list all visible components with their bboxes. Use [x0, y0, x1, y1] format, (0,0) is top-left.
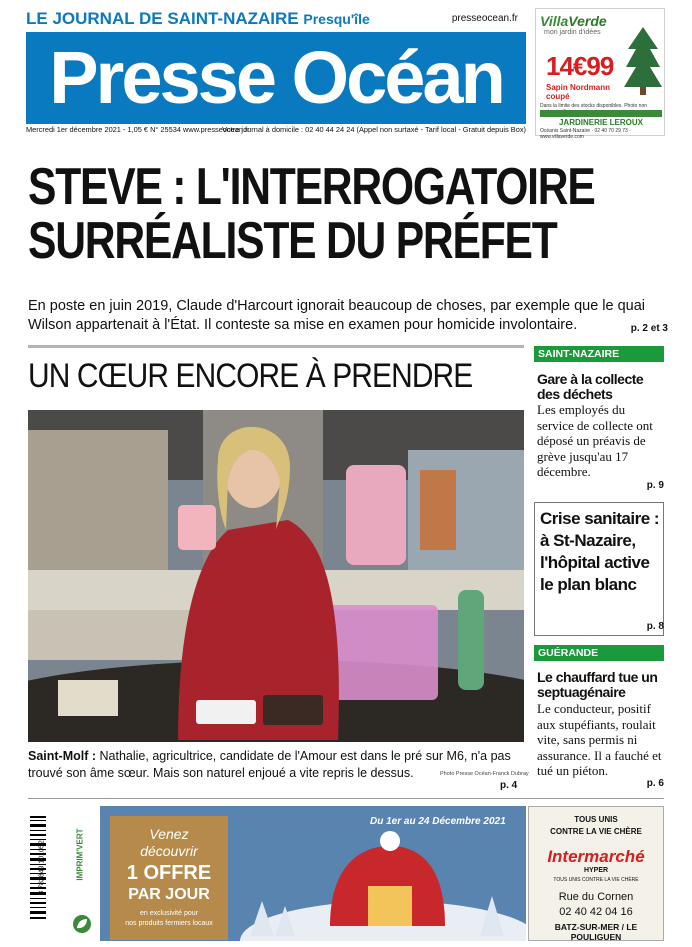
im-top-2: CONTRE LA VIE CHÈRE	[550, 827, 642, 836]
im-top-1: TOUS UNIS	[574, 815, 618, 824]
ad-store: JARDINERIE LEROUX	[558, 118, 643, 127]
section-divider	[28, 345, 524, 348]
ad-brand: VillaVerde	[540, 13, 607, 29]
story-crise-ref[interactable]: p. 8	[646, 621, 664, 632]
ad-dates: Du 1er au 24 Décembre 2021	[370, 816, 506, 827]
headline-lede	[28, 297, 668, 335]
im-phone: 02 40 42 04 16	[559, 906, 633, 918]
ad-note: Dans la limite des stocks disponibles. Photo non	[540, 103, 648, 109]
caption-text: Nathalie, agricultrice, candidate de l'Amour est dans le pré sur M6, n'a pas trouvé son âme sœur. Mais son naturel enjoué a vite repris le dessus.	[28, 749, 511, 780]
im-brand: Intermarché	[547, 847, 645, 866]
story-collecte-title[interactable]: Gare à la collecte des déchets	[537, 371, 644, 402]
story-chauffard-ref[interactable]: p. 6	[646, 778, 664, 789]
story-chauffard-body: Le conducteur, positif aux stupéfiants, roulait vite, sans permis ni assurance. Il a fauché et tué un piéton.	[537, 701, 662, 778]
barcode	[28, 806, 56, 936]
christmas-tree-icon	[624, 25, 662, 95]
offer-line-3: 1 OFFRE	[126, 862, 212, 884]
ad-address: Océanis Saint-Nazaire · 02 40 70 29 73 · www.villaverde.com	[540, 128, 631, 140]
dateline	[26, 124, 526, 136]
advent-ad[interactable]	[100, 806, 526, 941]
dateline-left: Mercredi 1er décembre 2021 - 1,05 € N° 25534 www.presseocean.fr	[26, 125, 250, 134]
offer-line-5: en exclusivité pour	[140, 910, 198, 917]
lede-page-ref[interactable]: p. 2 et 3	[630, 323, 668, 334]
story-collecte-body: Les employés du service de collecte ont déposé un préavis de grève jusqu'au 17 décembre.	[537, 402, 653, 479]
ad-strip	[540, 110, 662, 117]
masthead-kicker: LE JOURNAL DE SAINT-NAZAIRE	[26, 9, 299, 28]
dateline-right: Votre journal à domicile : 02 40 44 24 24 (Appel non surtaxé - Tarif local - Gratuit depuis Box)	[222, 125, 526, 134]
story-collecte-ref[interactable]: p. 9	[646, 480, 664, 491]
offer-banner	[110, 816, 228, 940]
feature-title[interactable]: UN CŒUR ENCORE À PRENDRE	[28, 357, 473, 395]
caption-place: Saint-Molf :	[28, 749, 97, 763]
lede-text: En poste en juin 2019, Claude d'Harcourt ignorait beaucoup de choses, par exemple que le quai Wilson appartenait à l'État. Il conteste sa mise en examen pour homicide involontaire.	[28, 298, 646, 333]
offer-line-4: PAR JOUR	[128, 886, 210, 903]
offer-line-1: Venez	[149, 826, 189, 842]
story-crise-title[interactable]: Crise sanitaire : à St-Nazaire, l'hôpital active le plan blanc	[540, 509, 660, 594]
im-sub: HYPER	[583, 867, 609, 874]
imprim-vert-label: IMPRIM'VERT	[75, 828, 85, 881]
bottom-divider	[28, 798, 664, 799]
headline-line-1: STEVE : L'INTERROGATOIRE	[28, 158, 595, 216]
section-guerande[interactable]: GUÉRANDE	[534, 645, 664, 661]
main-headline[interactable]	[28, 160, 676, 268]
barcode-number: 3 782849 101052	[38, 840, 46, 895]
ad-product: Sapin Nordmann coupé	[546, 83, 611, 101]
newspaper-logo: Presse Océan	[49, 36, 503, 119]
im-city: BATZ-SUR-MER / LE POULIGUEN	[554, 922, 638, 942]
section-saint-nazaire[interactable]: SAINT-NAZAIRE	[534, 346, 664, 362]
leaf-icon	[72, 914, 92, 934]
intermarche-ad[interactable]	[528, 806, 664, 941]
masthead-kicker-tag: Presqu'île	[303, 11, 370, 27]
feature-photo	[28, 410, 524, 742]
imprim-vert-logo	[70, 810, 94, 936]
offer-line-6: nos produits fermiers locaux	[125, 920, 213, 927]
villaverde-ad[interactable]	[535, 8, 665, 140]
im-address: Rue du Cornen	[558, 891, 634, 903]
ad-tagline: mon jardin d'idées	[544, 29, 601, 36]
masthead	[26, 8, 526, 124]
ad-price: 14€99	[546, 51, 614, 81]
story-chauffard-title[interactable]: Le chauffard tue un septuagénaire	[537, 669, 658, 700]
offer-line-2: découvrir	[140, 843, 198, 859]
photo-credit: Photo Presse Océan-Franck Dubray	[440, 771, 529, 777]
im-slogan: TOUS UNIS CONTRE LA VIE CHÈRE	[553, 877, 639, 883]
headline-line-2: SURRÉALISTE DU PRÉFET	[28, 212, 557, 270]
masthead-kicker-bar	[26, 8, 526, 30]
masthead-url[interactable]: presseocean.fr	[451, 13, 518, 24]
feature-page-ref[interactable]: p. 4	[500, 780, 518, 791]
